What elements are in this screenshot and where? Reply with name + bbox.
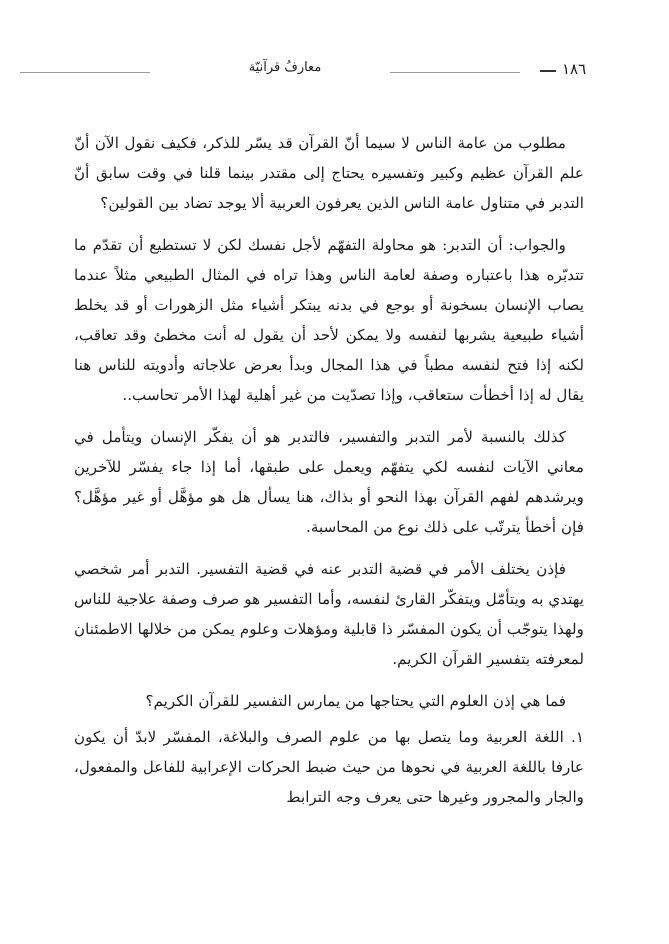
question-line: فما هي إذن العلوم التي يحتاجها من يمارس التفسير للقرآن الكريم؟ xyxy=(145,692,566,710)
paragraph-2: والجواب: أن التدبر: هو محاولة التفهّم لأجل نفسك لكن لا تستطيع أن تقدّم ما تتدبّره هذا باعتباره وصفة لعامة الناس وهذا تراه في المثال الطبيعي مثلاً عندما يصاب الإنسان بسخونة أو بوجع في بدنه يبتكر أشياء مثل الزهورات أو قد يخلط أشياء طبيعية يشربها لنفسه ولا يمكن لأحد أن يقول له أنت مخطئ وقد تعاقب، لكنه إذا فتح لنفسه مطباً في هذا المجال وبدأ بعرض علاجاته وأدويته للناس هنا يقال له إذا أخطأت ستعاقب، وإذا تصدّيت من غير أهلية لهذا الأمر تحاسب.. xyxy=(74,236,584,404)
header-rule-left xyxy=(20,72,150,73)
list-item-1: ١. اللغة العربية وما يتصل بها من علوم الصرف والبلاغة، المفسّر لابدّ أن يكون عارفا باللغة العربية في نحوها من حيث ضبط الحركات الإعرابية للفاعل والمفعول، والجار والمجرور وغيرها حتى يعرف وجه الترابط xyxy=(74,728,584,806)
header-rule-right xyxy=(390,72,520,73)
paragraph-3: كذلك بالنسبة لأمر التدبر والتفسير، فالتدبر هو أن يفكّر الإنسان ويتأمل في معاني الآيات لنفسه لكي يتفهّم ويعمل على طبقها، أما إذا جاء يفسّر للآخرين ويرشدهم لفهم القرآن بهذا النحو أو بذاك، هنا يسأل هل هو مؤهَّل أو غير مؤهَّل؟ فإن أخطأ يترتّب على ذلك نوع من المحاسبة. xyxy=(74,428,584,536)
page-number-dash xyxy=(540,70,556,72)
paragraph-4: فإذن يختلف الأمر في قضية التدبر عنه في قضية التفسير. التدبر أمر شخصي يهتدي به ويتأمّل ويتفكّر القارئ لنفسه، وأما التفسير هو صرف وصفة علاجية للناس ولهذا يتوجّب أن يكون المفسّر ذا قابلية ومؤهلات وعلوم يمكن من خلالها الاطمئنان لمعرفته بتفسير القرآن الكريم. xyxy=(74,560,584,668)
page-number: ١٨٦ xyxy=(562,60,587,78)
paragraph-1: مطلوب من عامة الناس لا سيما أنّ القرآن قد يسّر للذكر، فكيف نقول الآن أنّ علم القرآن عظيم وكبير وتفسيره يحتاج إلى مقتدر بينما قلنا في وقت سابق أنّ التدبر في متناول عامة الناس الذين يعرفون العربية ألا يوجد تضاد بين القولين؟ xyxy=(74,134,584,212)
body-text xyxy=(74,128,584,824)
running-header xyxy=(0,60,669,90)
book-title: معارفُ قرآنيّة xyxy=(248,60,322,75)
